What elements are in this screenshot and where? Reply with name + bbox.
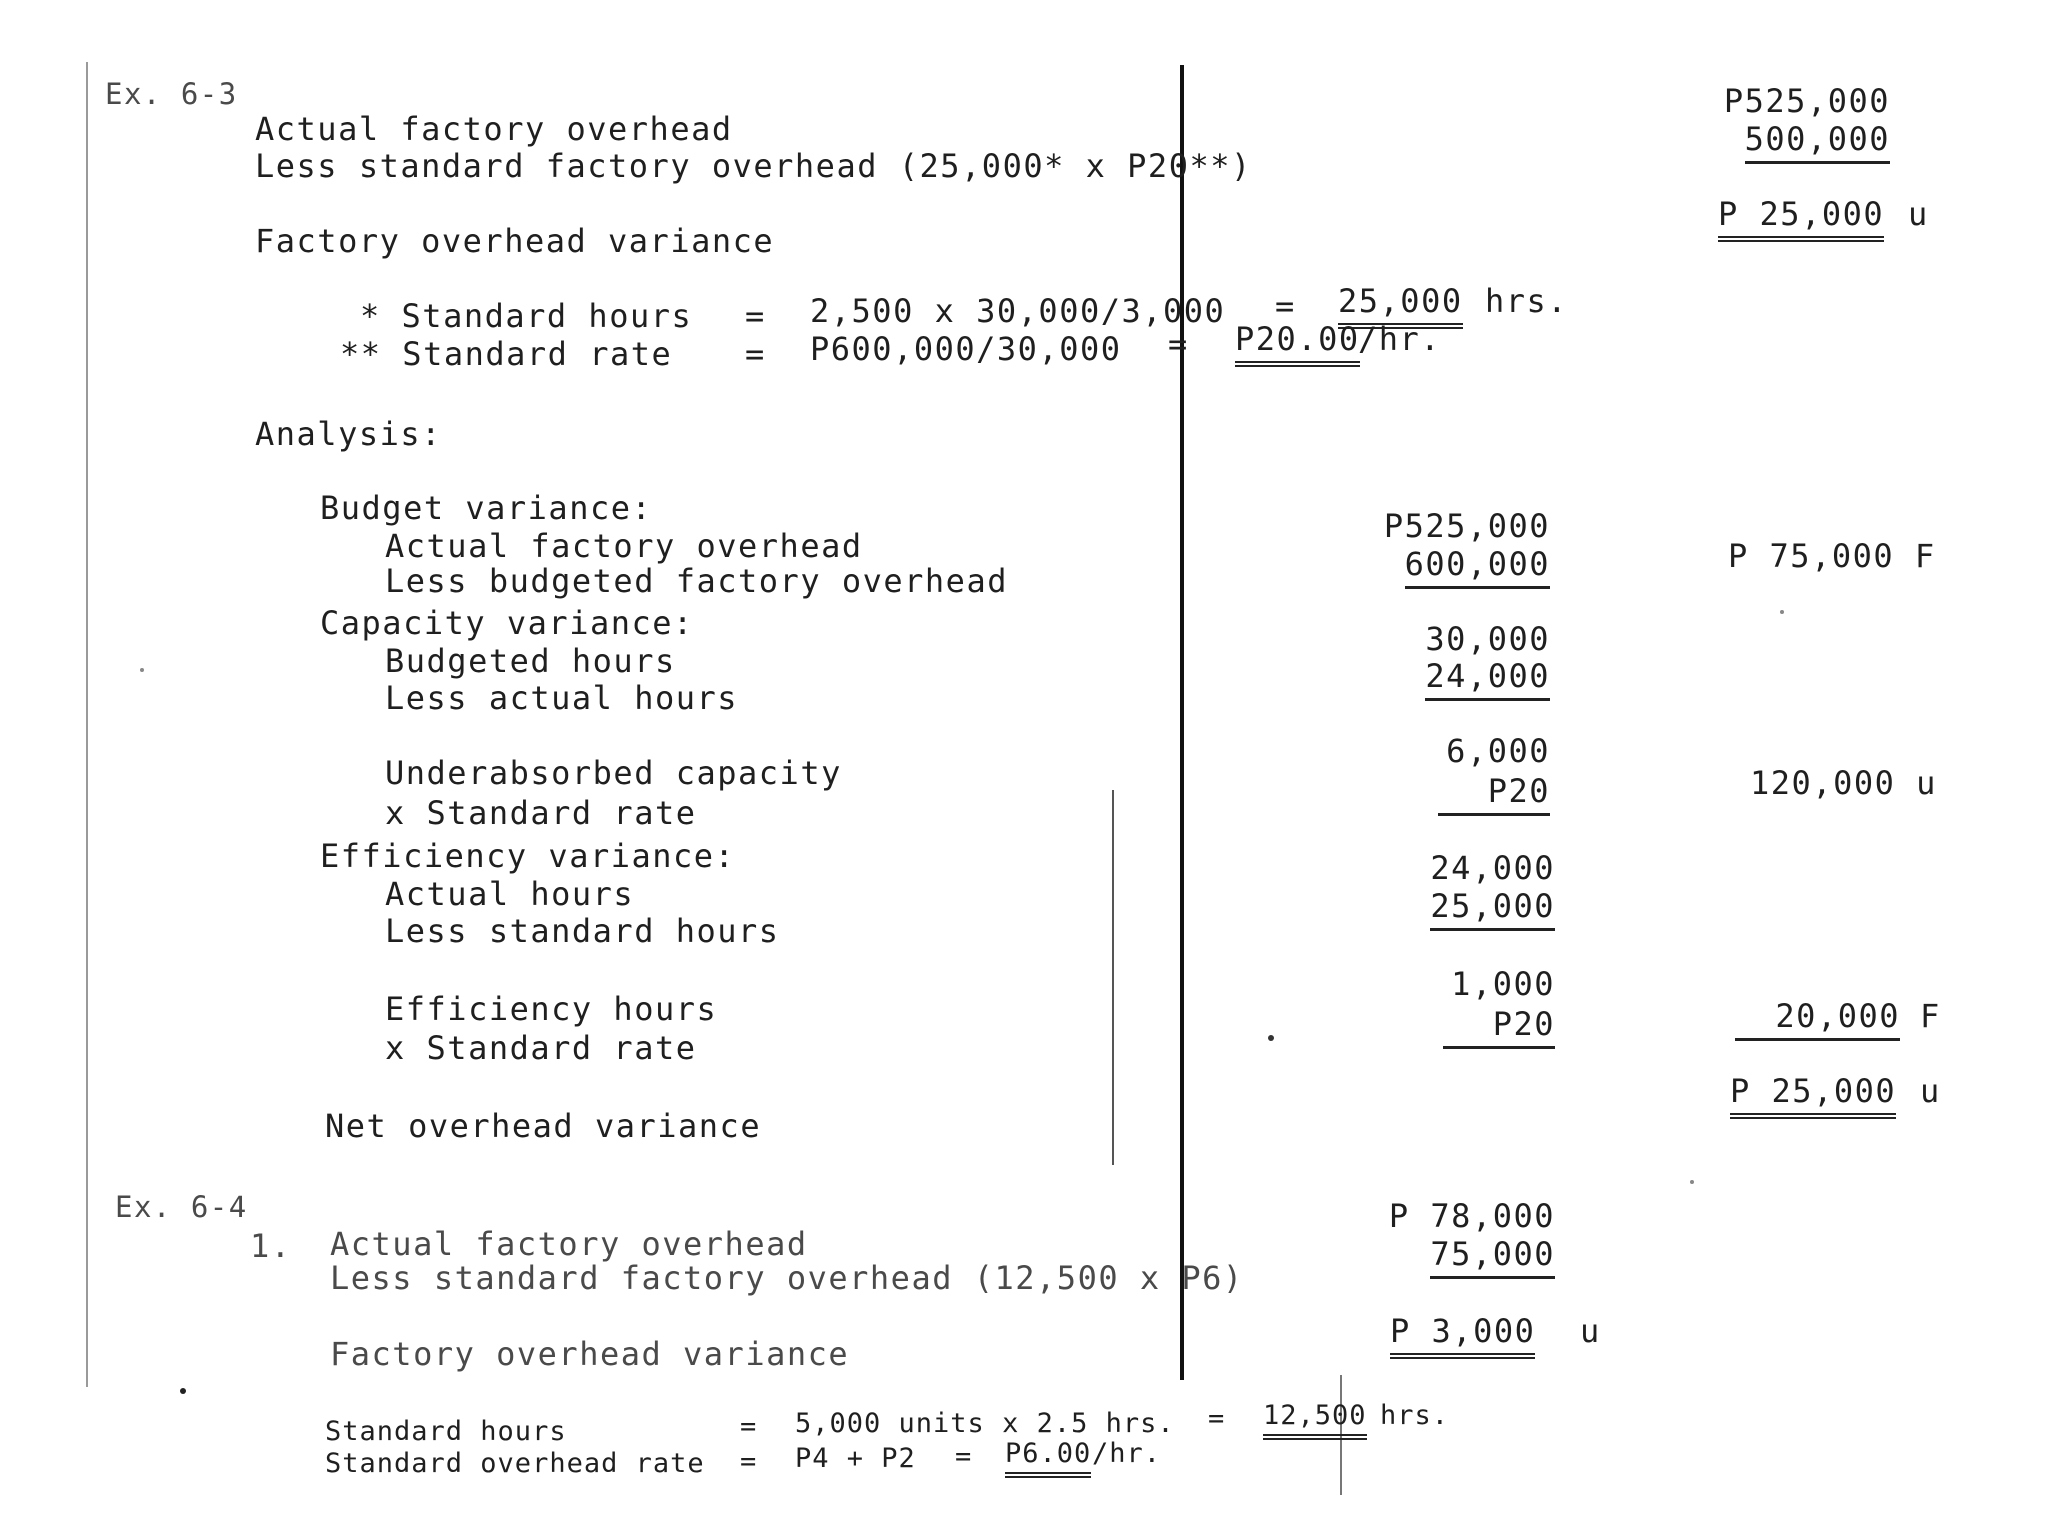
- ex63-ev-rate-label: x Standard rate: [385, 1029, 697, 1067]
- ex63-standard-amount: 500,000: [1745, 120, 1890, 164]
- ex63-cv-rate-label: x Standard rate: [385, 794, 697, 832]
- ex63-variance-label: Factory overhead variance: [255, 222, 775, 260]
- ex64-variance-flag: u: [1580, 1312, 1601, 1350]
- ex63-efficiency-variance-label: Efficiency variance:: [320, 837, 736, 875]
- ex63-std-rate-result: P20.00: [1235, 320, 1360, 367]
- ex64-std-hours-calc: 5,000 units x 2.5 hrs.: [795, 1408, 1175, 1439]
- ex64-variance-amount: P 3,000: [1390, 1312, 1535, 1359]
- ex63-net-amount: P 25,000: [1730, 1072, 1896, 1119]
- ex64-std-hours-unit: hrs.: [1380, 1400, 1450, 1431]
- ex64-std-hours-result: 12,500: [1263, 1400, 1367, 1440]
- ex63-ev-actual-hours-label: Actual hours: [385, 875, 635, 913]
- ex63-budget-variance-label: Budget variance:: [320, 489, 653, 527]
- scan-thin-line: [1112, 790, 1114, 1165]
- ex64-variance-label: Factory overhead variance: [330, 1335, 850, 1373]
- ex64-std-rate-result: P6.00: [1005, 1438, 1091, 1478]
- ex64-std-hours-label: Standard hours: [325, 1416, 567, 1447]
- ex63-bv-budgeted-label: Less budgeted factory overhead: [385, 562, 1008, 600]
- ex63-std-hours-label: * Standard hours: [360, 297, 693, 335]
- ex63-std-hours-unit: hrs.: [1485, 282, 1569, 320]
- ex63-ev-result: 20,000: [1735, 997, 1900, 1041]
- ex63-bv-actual-amount: P525,000: [1383, 507, 1550, 545]
- ex64-heading: Ex. 6-4: [115, 1190, 248, 1224]
- ex63-cv-rate-amount: P20: [1438, 772, 1550, 816]
- ex63-std-hours-eq: =: [745, 297, 766, 335]
- ex63-bv-actual-label: Actual factory overhead: [385, 527, 863, 565]
- ex63-std-rate-eq: =: [745, 335, 766, 373]
- ex63-ev-eff-hours: 1,000: [1451, 965, 1555, 1003]
- ex63-cv-result: 120,000 u: [1750, 764, 1937, 802]
- ex63-std-hours-eq2: =: [1275, 287, 1296, 325]
- ex63-variance-amount: P 25,000: [1718, 195, 1884, 242]
- ex63-ev-rate: P20: [1443, 1005, 1555, 1049]
- ex64-actual-amount: P 78,000: [1388, 1197, 1555, 1235]
- scan-speck: [140, 668, 144, 672]
- ex64-std-rate-unit: /hr.: [1092, 1438, 1162, 1469]
- ex63-bv-result: P 75,000 F: [1728, 537, 1936, 575]
- ex64-std-rate-calc: P4 + P2: [795, 1443, 916, 1474]
- ex63-std-rate-label: ** Standard rate: [340, 335, 673, 373]
- ex63-std-hours-calc: 2,500 x 30,000/3,000: [810, 292, 1226, 330]
- ex63-less-standard-label: Less standard factory overhead (25,000* x P20**): [255, 147, 1252, 185]
- ex63-ev-std-hours-label: Less standard hours: [385, 912, 780, 950]
- scan-speck: [1268, 1035, 1274, 1041]
- ex63-cv-budgeted-hours: 30,000: [1425, 620, 1550, 658]
- ex64-std-rate-eq2: =: [955, 1441, 973, 1472]
- ex63-actual-label: Actual factory overhead: [255, 110, 733, 148]
- ex63-std-rate-calc: P600,000/30,000: [810, 330, 1122, 368]
- ex63-std-rate-eq2: =: [1168, 325, 1189, 363]
- ex63-bv-budgeted-amount: 600,000: [1405, 545, 1550, 589]
- ex63-cv-budgeted-hours-label: Budgeted hours: [385, 642, 676, 680]
- ex64-std-hours-eq2: =: [1208, 1403, 1226, 1434]
- ex64-actual-label: Actual factory overhead: [330, 1225, 808, 1263]
- ex63-ev-eff-hours-label: Efficiency hours: [385, 990, 718, 1028]
- ex63-cv-under-amount: 6,000: [1446, 732, 1550, 770]
- ex63-net-flag: u: [1920, 1072, 1941, 1110]
- left-margin-line: [86, 62, 88, 1387]
- ex64-standard-amount: 75,000: [1430, 1235, 1555, 1279]
- ex63-actual-amount: P525,000: [1723, 82, 1890, 120]
- ex63-ev-result-flag: F: [1920, 997, 1941, 1035]
- scan-speck: [180, 1388, 186, 1394]
- ex63-capacity-variance-label: Capacity variance:: [320, 604, 694, 642]
- ex64-item-number: 1.: [250, 1227, 292, 1265]
- scan-speck: [1690, 1180, 1694, 1184]
- ex64-less-standard-label: Less standard factory overhead (12,500 x P6): [330, 1259, 1244, 1297]
- ex63-ev-std-hours: 25,000: [1430, 887, 1555, 931]
- ex63-analysis-label: Analysis:: [255, 415, 442, 453]
- scan-speck: [1780, 610, 1784, 614]
- scan-fold-line: [1180, 65, 1184, 1380]
- ex63-heading: Ex. 6-3: [105, 77, 238, 111]
- ex63-cv-actual-hours-label: Less actual hours: [385, 679, 739, 717]
- ex63-cv-actual-hours: 24,000: [1425, 657, 1550, 701]
- ex64-std-rate-eq: =: [740, 1446, 758, 1477]
- ex63-ev-actual-hours: 24,000: [1430, 849, 1555, 887]
- ex64-std-hours-eq: =: [740, 1411, 758, 1442]
- ex63-std-hours-result: 25,000: [1338, 282, 1463, 329]
- ex63-variance-flag: u: [1908, 195, 1929, 233]
- ex63-std-rate-unit: /hr.: [1358, 320, 1442, 358]
- ex63-net-label: Net overhead variance: [325, 1107, 762, 1145]
- ex64-std-rate-label: Standard overhead rate: [325, 1448, 705, 1479]
- ex63-cv-under-label: Underabsorbed capacity: [385, 754, 842, 792]
